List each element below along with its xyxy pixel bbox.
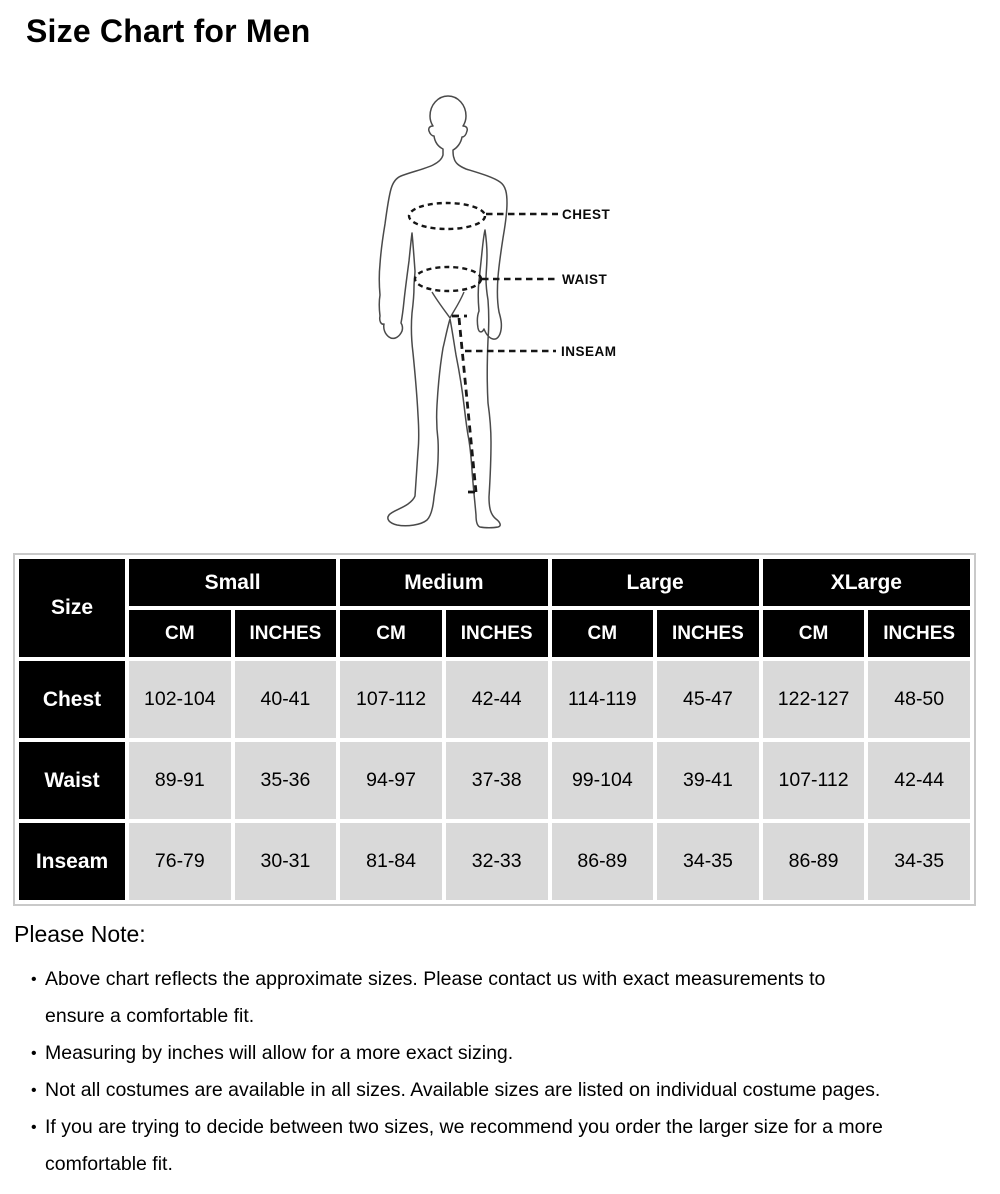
row-label-waist: Waist	[19, 742, 125, 819]
cell-chest-medium-cm: 107-112	[340, 661, 442, 738]
table-row-size-groups	[19, 559, 970, 606]
bullet-icon: •	[31, 1045, 37, 1062]
waist-measure-ellipse	[415, 267, 481, 291]
note-item	[14, 1035, 974, 1072]
groin-line-right	[450, 292, 464, 318]
cell-chest-large-inches: 45-47	[657, 661, 759, 738]
note-item	[14, 961, 974, 1035]
unit-header: INCHES	[235, 610, 337, 657]
unit-header: CM	[763, 610, 865, 657]
cell-waist-xlarge-cm: 107-112	[763, 742, 865, 819]
unit-header: CM	[129, 610, 231, 657]
cell-inseam-large-inches: 34-35	[657, 823, 759, 900]
cell-waist-medium-cm: 94-97	[340, 742, 442, 819]
table-row-chest	[19, 661, 970, 738]
note-text: If you are trying to decide between two sizes, we recommend you order the larger size for a more	[45, 1116, 883, 1138]
unit-header: INCHES	[868, 610, 970, 657]
bullet-icon: •	[31, 1119, 37, 1136]
row-label-chest: Chest	[19, 661, 125, 738]
note-item	[14, 1109, 974, 1183]
unit-header: CM	[340, 610, 442, 657]
notes-heading: Please Note:	[14, 921, 146, 947]
cell-inseam-medium-cm: 81-84	[340, 823, 442, 900]
body-outline-path	[379, 96, 507, 528]
note-text: Measuring by inches will allow for a more exact sizing.	[45, 1042, 514, 1064]
unit-header: INCHES	[446, 610, 548, 657]
col-header-xlarge: XLarge	[763, 559, 970, 606]
bullet-icon: •	[31, 971, 37, 988]
size-table	[13, 553, 976, 906]
cell-chest-xlarge-inches: 48-50	[868, 661, 970, 738]
cell-inseam-xlarge-inches: 34-35	[868, 823, 970, 900]
unit-header: CM	[552, 610, 654, 657]
male-body-outline-illustration	[355, 85, 655, 545]
cell-waist-large-cm: 99-104	[552, 742, 654, 819]
col-header-small: Small	[129, 559, 336, 606]
cell-waist-large-inches: 39-41	[657, 742, 759, 819]
unit-header: INCHES	[657, 610, 759, 657]
cell-inseam-large-cm: 86-89	[552, 823, 654, 900]
col-header-medium: Medium	[340, 559, 547, 606]
cell-chest-xlarge-cm: 122-127	[763, 661, 865, 738]
cell-waist-small-cm: 89-91	[129, 742, 231, 819]
inseam-measure-line	[452, 316, 479, 492]
table-row-inseam	[19, 823, 970, 900]
note-text: Above chart reflects the approximate sizes. Please contact us with exact measurements to	[45, 968, 826, 990]
note-text: ensure a comfortable fit.	[45, 1005, 255, 1027]
chest-label: CHEST	[562, 207, 611, 222]
row-label-inseam: Inseam	[19, 823, 125, 900]
page-title: Size Chart for Men	[26, 13, 311, 49]
cell-inseam-small-cm: 76-79	[129, 823, 231, 900]
cell-waist-small-inches: 35-36	[235, 742, 337, 819]
groin-line-left	[432, 292, 450, 318]
note-text: comfortable fit.	[45, 1153, 173, 1175]
cell-waist-medium-inches: 37-38	[446, 742, 548, 819]
body-measurement-diagram	[355, 85, 655, 545]
cell-inseam-small-inches: 30-31	[235, 823, 337, 900]
cell-chest-small-inches: 40-41	[235, 661, 337, 738]
waist-label: WAIST	[562, 272, 608, 287]
cell-inseam-medium-inches: 32-33	[446, 823, 548, 900]
note-item	[14, 1072, 974, 1109]
table-row-waist	[19, 742, 970, 819]
table-row-units	[19, 610, 970, 657]
note-text: Not all costumes are available in all sizes. Available sizes are listed on individual costume pages.	[45, 1079, 881, 1101]
cell-chest-small-cm: 102-104	[129, 661, 231, 738]
table-corner-size: Size	[19, 559, 125, 657]
col-header-large: Large	[552, 559, 759, 606]
cell-inseam-xlarge-cm: 86-89	[763, 823, 865, 900]
inseam-label: INSEAM	[561, 344, 617, 359]
cell-chest-medium-inches: 42-44	[446, 661, 548, 738]
cell-waist-xlarge-inches: 42-44	[868, 742, 970, 819]
chest-measure-ellipse	[409, 203, 485, 229]
notes-section	[14, 921, 974, 1183]
bullet-icon: •	[31, 1082, 37, 1099]
cell-chest-large-cm: 114-119	[552, 661, 654, 738]
